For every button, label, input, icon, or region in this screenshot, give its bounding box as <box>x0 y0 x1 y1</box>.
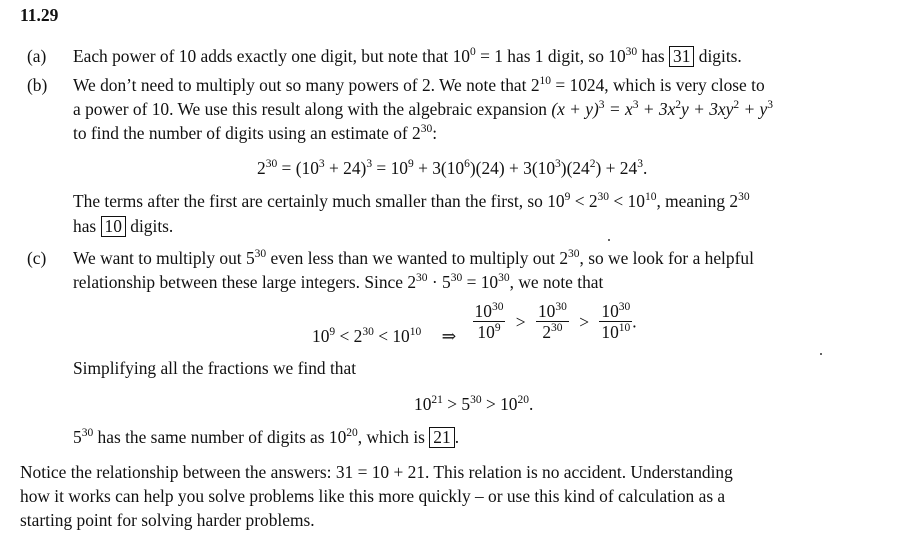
part-b-line-1: We don’t need to multiply out so many powers of 2. We note that $2^{10} = 1024$, which is very close to <box>73 75 765 95</box>
scan-speck <box>820 353 822 355</box>
part-a-label: (a) <box>27 46 47 66</box>
part-c-equation: $10^{21} > 5^{30} > 10^{20}$. <box>414 394 534 414</box>
fraction-3: $\frac{10^{30}}{10^{10}}$ <box>601 301 631 342</box>
part-b-line-4: The terms after the first are certainly much smaller than the first, so $10^9 < 2^{30} < 10^{10}$, meaning $2^{30}$ <box>73 191 750 211</box>
part-b-line-3: to find the number of digits using an estimate of $2^{30}$: <box>73 123 438 143</box>
closing-line-2: how it works can help you solve problems like this more quickly – or use this kind of calculation as a <box>20 486 726 506</box>
part-a-answer-box: 31 <box>669 46 694 67</box>
fraction-2: $\frac{10^{30}}{2^{30}}$ <box>537 301 567 342</box>
scan-speck <box>608 239 610 241</box>
implies-symbol: ⇒ <box>441 325 457 346</box>
part-c-answer-box: 21 <box>429 427 454 448</box>
closing-line-1: Notice the relationship between the answers: 31 = 10 + 21. This relation is no accident. Understanding <box>20 462 733 482</box>
part-c-line-2: relationship between these large integers. Since $2^{30} \cdot 5^{30} = 10^{30}$, we note that <box>73 272 604 292</box>
part-b-line-2: a power of 10. We use this result along with the algebraic expansion $(x + y)^3 = x^3 + 3x^2y + 3xy^2 + y^3$ <box>73 99 773 119</box>
gt-symbol-1: > <box>515 311 526 332</box>
part-c-label: (c) <box>27 248 47 268</box>
problem-number: 11.29 <box>20 5 59 25</box>
fraction-1: $\frac{10^{30}}{10^9}$ <box>474 301 504 342</box>
gt-symbol-2: > <box>579 311 590 332</box>
part-c-line-3: Simplifying all the fractions we find that <box>73 358 357 378</box>
part-c-line-4: $5^{30}$ has the same number of digits as $10^{20}$, which is 21 . <box>73 427 460 447</box>
part-b-equation: $2^{30} = (10^3 + 24)^3 = 10^9 + 3(10^6)(24) + 3(10^3)(24^2) + 24^3$. <box>257 158 648 178</box>
part-b-line-5: has 10 digits. <box>73 216 174 236</box>
part-a-text: Each power of 10 adds exactly one digit, but note that $10^0 = 1$ has 1 digit, so $10^{30}$ has 31 digits. <box>73 46 742 66</box>
part-b-label: (b) <box>27 75 48 95</box>
part-c-inequality: $10^9 < 2^{30} < 10^{10}$ ⇒ $\frac{10^{30}}{10^9}$ > $\frac{10^{30}}{2^{30}}$ > $\frac{10^{30}}{10^{10}}$ . <box>312 301 637 346</box>
closing-line-3: starting point for solving harder problems. <box>20 510 315 530</box>
part-b-answer-box: 10 <box>101 216 126 237</box>
part-c-line-1: We want to multiply out $5^{30}$ even less than we wanted to multiply out $2^{30}$, so we look for a helpful <box>73 248 754 268</box>
inequality-chain: $10^9 < 2^{30} < 10^{10}$ <box>312 325 422 346</box>
